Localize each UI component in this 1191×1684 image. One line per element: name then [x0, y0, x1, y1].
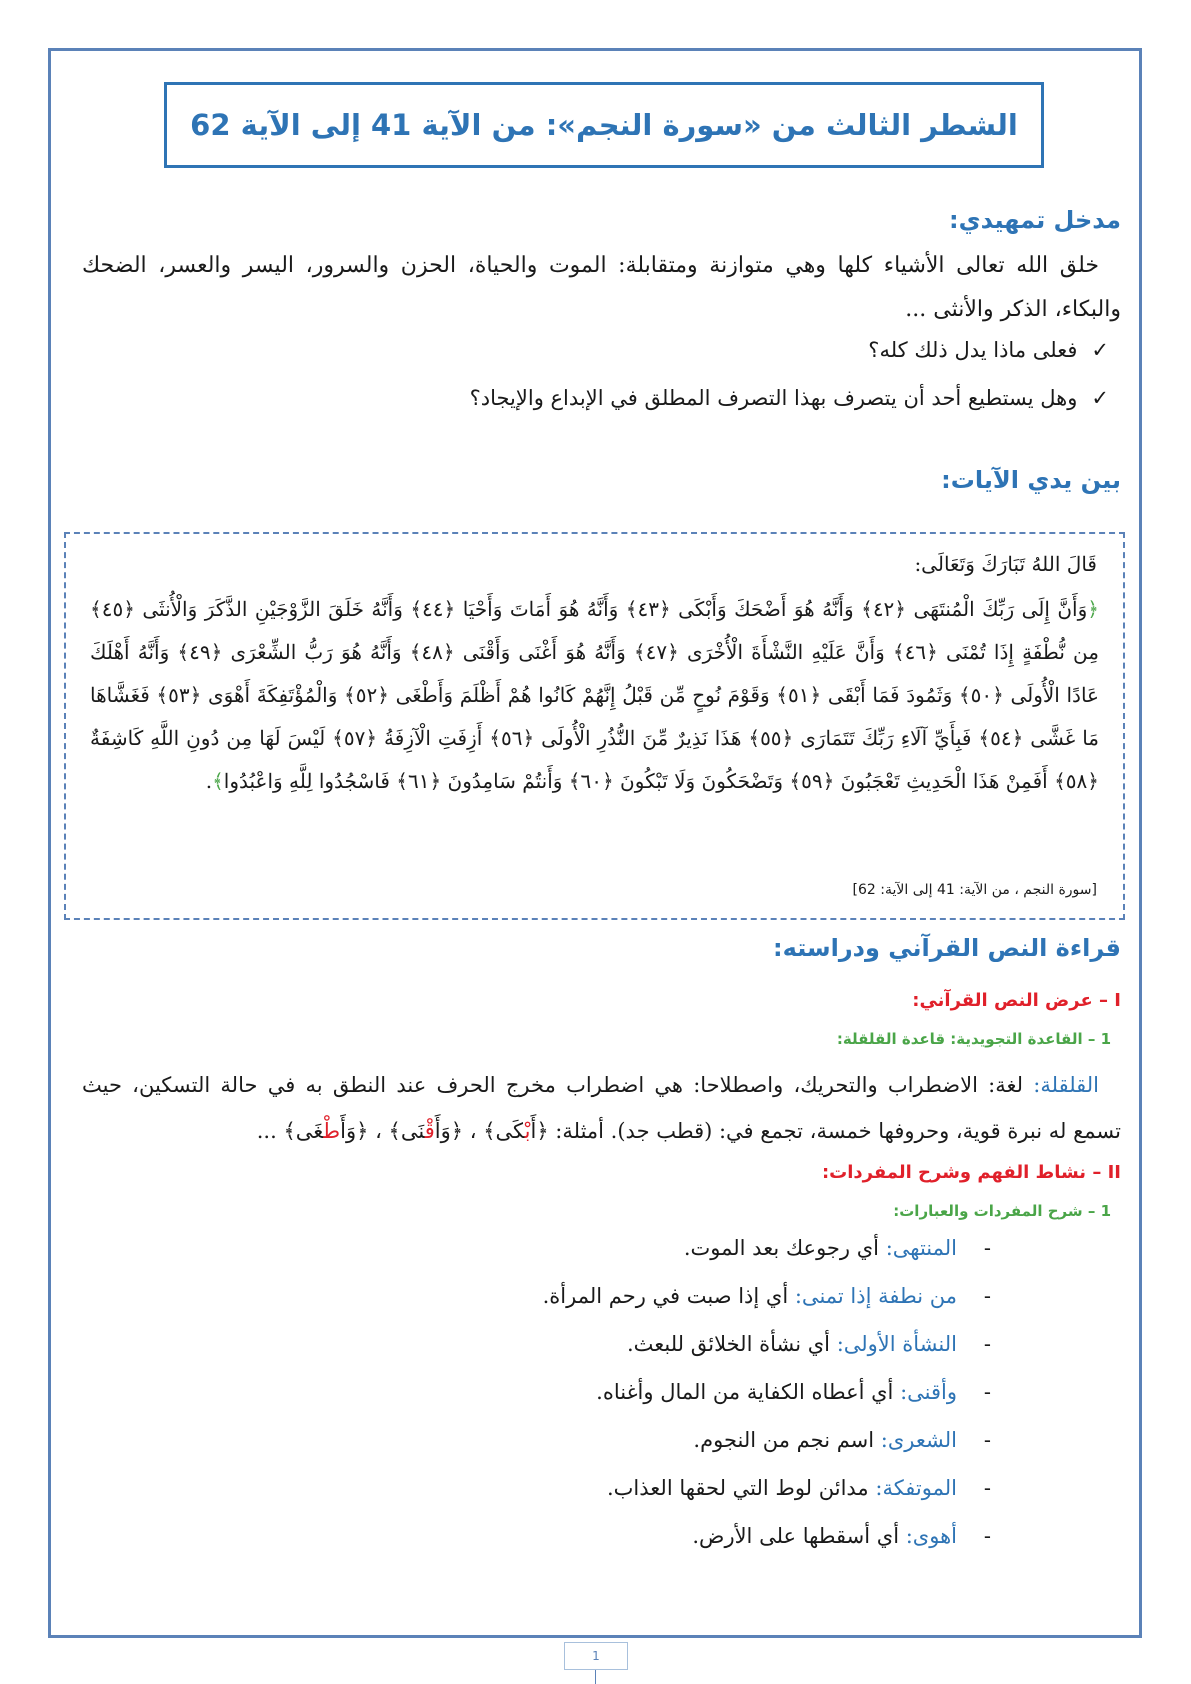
dash-bullet: -: [983, 1524, 991, 1548]
example-text: نَى: [400, 1119, 425, 1143]
verses-intro: قَالَ اللهُ تَبَارَكَ وَتَعَالَى:: [914, 552, 1097, 576]
dash-bullet: -: [983, 1380, 991, 1404]
example-text: وَأَ: [434, 1119, 451, 1143]
quran-verses: ﴿وَأَنَّ إِلَى رَبِّكَ الْمُنتَهَى ﴿٤٢﴾ وَأَنَّهُ هُوَ أَضْحَكَ وَأَبْكَى ﴿٤٣﴾ وَأَنَّهُ هُوَ أَمَاتَ وَأَحْيَا ﴿٤٤﴾ وَأَنَّهُ خَلَقَ الزَّوْجَيْنِ الذَّكَرَ وَالْأُنثَى ﴿٤٥﴾ مِن نُّطْفَةٍ إِذَا تُمْنَى ﴿٤٦﴾ وَأَنَّ عَلَيْهِ النَّشْأَةَ الْأُخْرَى ﴿٤٧﴾ وَأَنَّهُ هُوَ أَغْنَى وَأَقْنَى ﴿٤٨﴾ وَأَنَّهُ هُوَ رَبُّ الشِّعْرَى ﴿٤٩﴾ وَأَنَّهُ أَهْلَكَ عَادًا الْأُولَى ﴿٥٠﴾ وَثَمُودَ فَمَا أَبْقَى ﴿٥١﴾ وَقَوْمَ نُوحٍ مِّن قَبْلُ إِنَّهُمْ كَانُوا هُمْ أَظْلَمَ وَأَطْغَى ﴿٥٢﴾ وَالْمُؤْتَفِكَةَ أَهْوَى ﴿٥٣﴾ فَغَشَّاهَا مَا غَشَّى ﴿٥٤﴾ فَبِأَيِّ آلَاءِ رَبِّكَ تَتَمَارَى ﴿٥٥﴾ هَذَا نَذِيرٌ مِّنَ النُّذُرِ الْأُولَى ﴿٥٦﴾ أَزِفَتِ الْآزِفَةُ ﴿٥٧﴾ لَيْسَ لَهَا مِن دُونِ اللَّهِ كَاشِفَةٌ ﴿٥٨﴾ أَفَمِنْ هَذَا الْحَدِيثِ تَعْجَبُونَ ﴿٥٩﴾ وَتَضْحَكُونَ وَلَا تَبْكُونَ ﴿٦٠﴾ وَأَنتُمْ سَامِدُونَ ﴿٦١﴾ فَاسْجُدُوا لِلَّهِ وَاعْبُدُوا﴾.: [90, 597, 1100, 793]
dash-bullet: -: [983, 1428, 991, 1452]
vocab-term: أهوى:: [905, 1524, 957, 1548]
vocab-term: الشعرى:: [880, 1428, 957, 1452]
checkmark-icon: ✓: [1091, 386, 1109, 410]
vocabulary-heading: 1 – شرح المفردات والعبارات:: [893, 1202, 1111, 1220]
title-box: [164, 82, 1044, 168]
example-text: كَى: [495, 1119, 525, 1143]
quran-box: [64, 532, 1125, 920]
example-text: أَ: [530, 1119, 537, 1143]
verses-reference: [سورة النجم ، من الآية: 41 إلى الآية: 62]: [852, 882, 1097, 898]
vocab-item: [543, 1284, 991, 1308]
vocab-item: [607, 1476, 991, 1500]
vocab-meaning: أي أسقطها على الأرض.: [692, 1524, 906, 1548]
vocab-term: الموتفكة:: [875, 1476, 957, 1500]
question-text: وهل يستطيع أحد أن يتصرف بهذا التصرف المطلق في الإبداع والإيجاد؟: [469, 386, 1078, 410]
example-3: ﴿وَأَطْغَى﴾: [283, 1119, 369, 1143]
close-bracket: ﴾: [212, 769, 224, 793]
page-title: الشطر الثالث من «سورة النجم»: من الآية 41 إلى الآية 62: [190, 108, 1018, 142]
part1-heading: I – عرض النص القرآني:: [912, 990, 1121, 1011]
checkmark-icon: ✓: [1091, 338, 1109, 362]
vocab-meaning: أي أعطاه الكفاية من المال وأغناه.: [596, 1380, 901, 1404]
page-number: 1: [564, 1642, 628, 1670]
vocab-meaning: مدائن لوط التي لحقها العذاب.: [606, 1476, 876, 1500]
tajweed-rule-heading: 1 – القاعدة التجويدية: قاعدة القلقلة:: [836, 1030, 1111, 1048]
vocab-term: من نطفة إذا تمنى:: [794, 1284, 957, 1308]
qalqala-paragraph: [82, 1062, 1121, 1154]
intro-heading: مدخل تمهيدي:: [949, 206, 1121, 234]
intro-paragraph: خلق الله تعالى الأشياء كلها وهي متوازنة ومتقابلة: الموت والحياة، الحزن والسرور، اليسر والعسر، الضحك والبكاء، الذكر والأنثى ...: [82, 253, 1121, 322]
ellipsis: ...: [256, 1119, 284, 1143]
page-number-tick: [595, 1670, 596, 1684]
dash-bullet: -: [983, 1284, 991, 1308]
dash-bullet: -: [983, 1476, 991, 1500]
vocab-meaning: أي إذا صبت في رحم المرأة.: [542, 1284, 795, 1308]
reading-heading: قراءة النص القرآني ودراسته:: [773, 934, 1121, 962]
example-letter: قْ: [424, 1119, 435, 1143]
part2-heading: II – نشاط الفهم وشرح المفردات:: [821, 1162, 1121, 1183]
vocab-meaning: أي نشأة الخلائق للبعث.: [626, 1332, 837, 1356]
verses-heading: بين يدي الآيات:: [941, 466, 1121, 494]
vocab-item: [596, 1380, 991, 1404]
vocab-term: المنتهى:: [885, 1236, 957, 1260]
example-letter: طْ: [323, 1119, 341, 1143]
vocab-item: [693, 1428, 991, 1452]
separator: ،: [368, 1119, 389, 1143]
example-letter: بْ: [524, 1119, 531, 1143]
vocab-term: النشأة الأولى:: [836, 1332, 957, 1356]
question-1: [868, 338, 1109, 362]
question-2: [470, 386, 1109, 410]
vocab-item: [692, 1524, 991, 1548]
vocab-term: وأقنى:: [900, 1380, 957, 1404]
vocab-meaning: اسم نجم من النجوم.: [693, 1428, 881, 1452]
vocab-meaning: أي رجوعك بعد الموت.: [683, 1236, 886, 1260]
separator: ،: [463, 1119, 484, 1143]
vocab-item: [684, 1236, 991, 1260]
dash-bullet: -: [983, 1332, 991, 1356]
example-1: ﴿أَبْكَى﴾: [483, 1119, 549, 1143]
example-text: وَأَ: [340, 1119, 357, 1143]
vocab-item: [627, 1332, 991, 1356]
example-2: ﴿وَأَقْنَى﴾: [388, 1119, 464, 1143]
open-bracket: ﴿: [1087, 597, 1099, 621]
question-text: فعلى ماذا يدل ذلك كله؟: [868, 338, 1078, 362]
example-text: غَى: [295, 1119, 324, 1143]
dash-bullet: -: [983, 1236, 991, 1260]
verses-text: وَأَنَّ إِلَى رَبِّكَ الْمُنتَهَى ﴿٤٢﴾ وَأَنَّهُ هُوَ أَضْحَكَ وَأَبْكَى ﴿٤٣﴾ وَأَنَّهُ هُوَ أَمَاتَ وَأَحْيَا ﴿٤٤﴾ وَأَنَّهُ خَلَقَ الزَّوْجَيْنِ الذَّكَرَ وَالْأُنثَى ﴿٤٥﴾ مِن نُّطْفَةٍ إِذَا تُمْنَى ﴿٤٦﴾ وَأَنَّ عَلَيْهِ النَّشْأَةَ الْأُخْرَى ﴿٤٧﴾ وَأَنَّهُ هُوَ أَغْنَى وَأَقْنَى ﴿٤٨﴾ وَأَنَّهُ هُوَ رَبُّ الشِّعْرَى ﴿٤٩﴾ وَأَنَّهُ أَهْلَكَ عَادًا الْأُولَى ﴿٥٠﴾ وَثَمُودَ فَمَا أَبْقَى ﴿٥١﴾ وَقَوْمَ نُوحٍ مِّن قَبْلُ إِنَّهُمْ كَانُوا هُمْ أَظْلَمَ وَأَطْغَى ﴿٥٢﴾ وَالْمُؤْتَفِكَةَ أَهْوَى ﴿٥٣﴾ فَغَشَّاهَا مَا غَشَّى ﴿٥٤﴾ فَبِأَيِّ آلَاءِ رَبِّكَ تَتَمَارَى ﴿٥٥﴾ هَذَا نَذِيرٌ مِّنَ النُّذُرِ الْأُولَى ﴿٥٦﴾ أَزِفَتِ الْآزِفَةُ ﴿٥٧﴾ لَيْسَ لَهَا مِن دُونِ اللَّهِ كَاشِفَةٌ ﴿٥٨﴾ أَفَمِنْ هَذَا الْحَدِيثِ تَعْجَبُونَ ﴿٥٩﴾ وَتَضْحَكُونَ وَلَا تَبْكُونَ ﴿٦٠﴾ وَأَنتُمْ سَامِدُونَ ﴿٦١﴾ فَاسْجُدُوا لِلَّهِ وَاعْبُدُوا: [90, 597, 1100, 793]
qalqala-term: القلقلة:: [1033, 1073, 1099, 1097]
qalqala-body: لغة: الاضطراب والتحريك، واصطلاحا: هي اضطراب مخرج الحرف عند النطق به في حالة التسكين، حيث تسمع له نبرة قوية، وحروفها خمسة، تجمع في: (قطب جد). أمثلة:: [82, 1073, 1121, 1143]
